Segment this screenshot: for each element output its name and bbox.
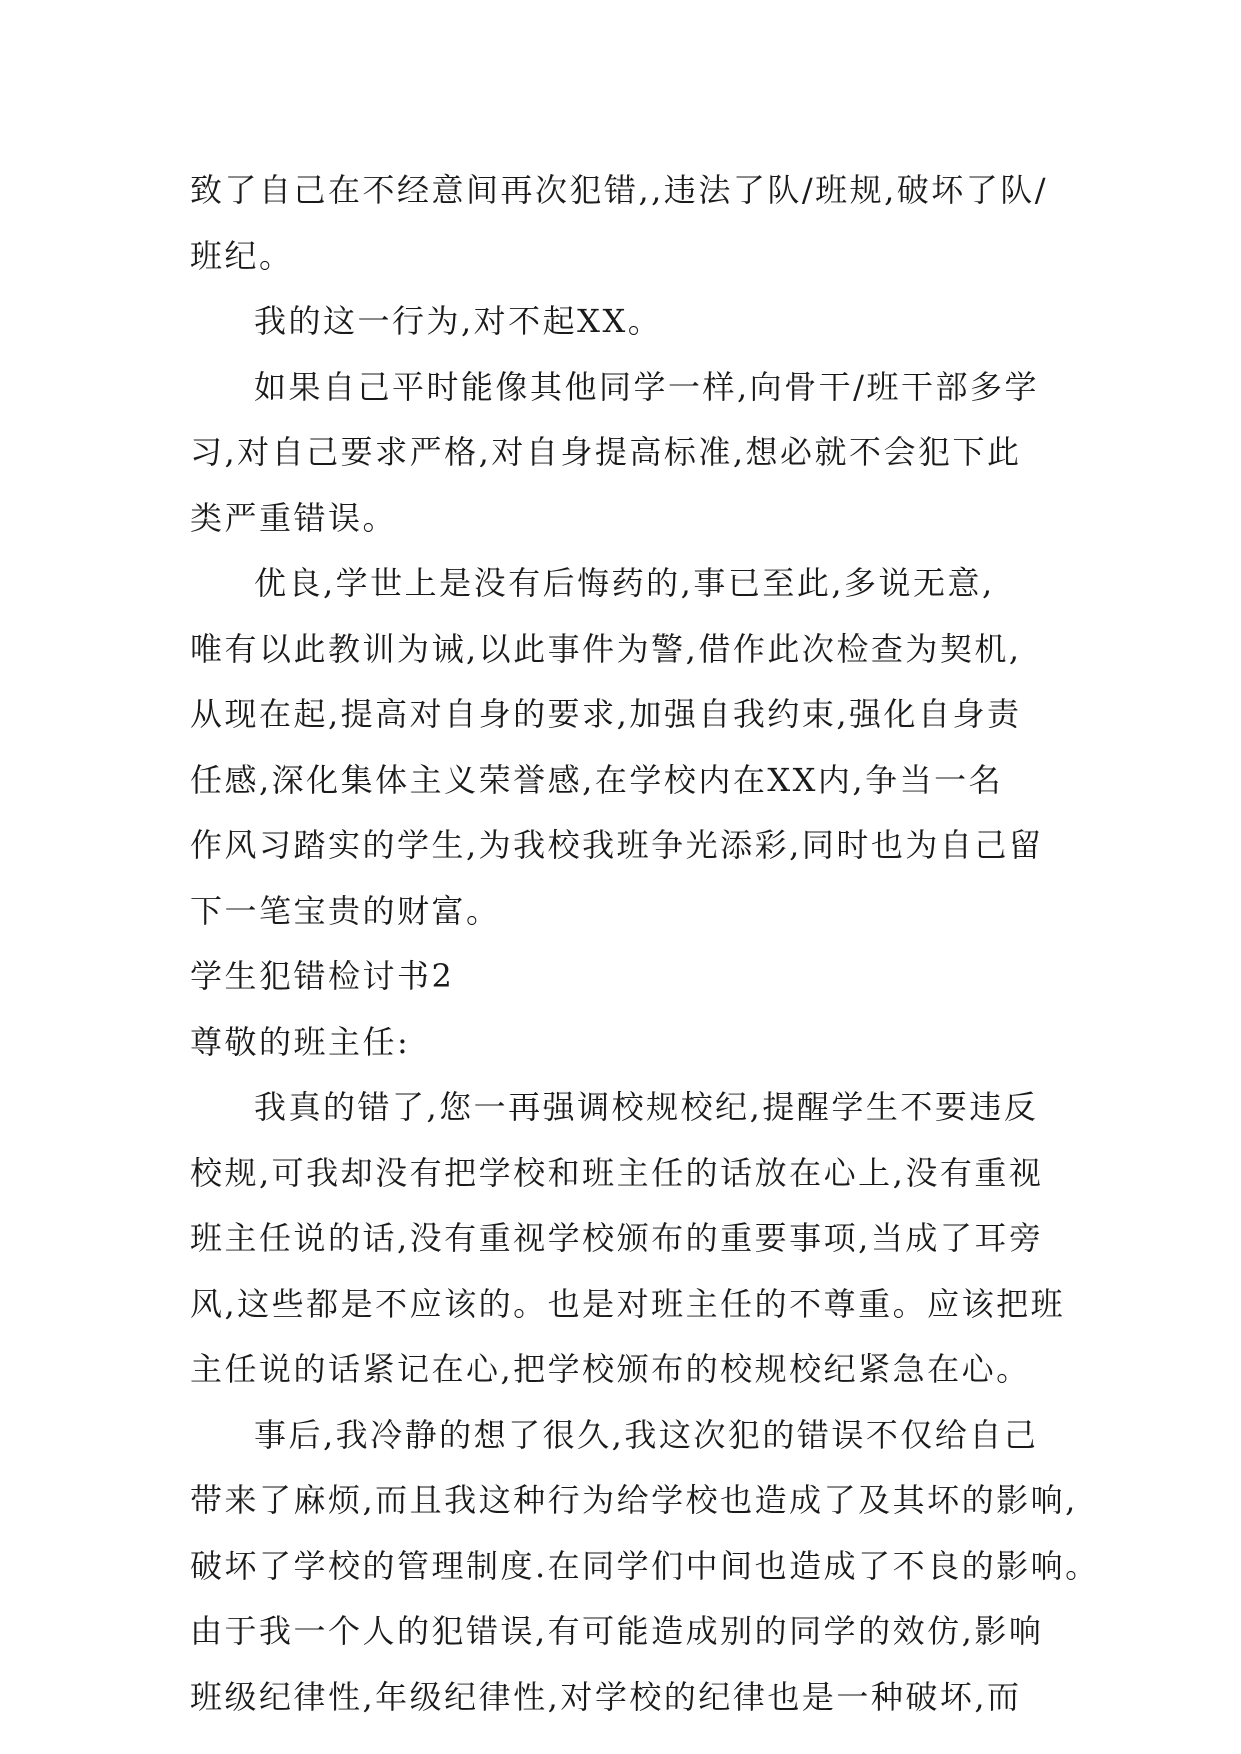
- text-line: 校规,可我却没有把学校和班主任的话放在心上,没有重视: [190, 1153, 1044, 1192]
- text-line: 班主任说的话,没有重视学校颁布的重要事项,当成了耳旁: [190, 1219, 1044, 1257]
- text-line: 事后,我冷静的想了很久,我这次犯的错误不仅给自己: [254, 1415, 1039, 1454]
- text-line: 类严重错误。: [190, 498, 398, 537]
- text-line: 班级纪律性,年级纪律性,对学校的纪律也是一种破坏,而: [190, 1677, 1022, 1716]
- document-body: [190, 158, 1100, 1730]
- text-line: 风,这些都是不应该的。也是对班主任的不尊重。应该把班: [190, 1284, 1066, 1323]
- text-line: 破坏了学校的管理制度.在同学们中间也造成了不良的影响。: [190, 1546, 1100, 1585]
- text-line: 作风习踏实的学生,为我校我班争光添彩,同时也为自己留: [190, 826, 1044, 864]
- salutation: 尊敬的班主任:: [190, 1022, 411, 1061]
- text-line: 由于我一个人的犯错误,有可能造成别的同学的效仿,影响: [190, 1612, 1044, 1650]
- text-line: 我真的错了,您一再强调校规校纪,提醒学生不要违反: [254, 1088, 1039, 1126]
- text-line: 我的这一行为,对不起XX。: [254, 302, 663, 340]
- text-line: 下一笔宝贵的财富。: [190, 891, 501, 930]
- text-line: 致了自己在不经意间再次犯错,,违法了队/班规,破坏了队/: [190, 171, 1049, 209]
- text-line: 如果自己平时能像其他同学一样,向骨干/班干部多学: [254, 367, 1039, 406]
- text-line: 班纪。: [190, 236, 294, 275]
- section-heading: 学生犯错检讨书2: [190, 957, 455, 995]
- text-line: 唯有以此教训为诫,以此事件为警,借作此次检查为契机,: [190, 629, 1022, 668]
- text-line: 习,对自己要求严格,对自身提高标准,想必就不会犯下此: [190, 433, 1022, 471]
- text-line: 从现在起,提高对自身的要求,加强自我约束,强化自身责: [190, 695, 1022, 733]
- text-line: 优良,学世上是没有后悔药的,事已至此,多说无意,: [254, 564, 995, 602]
- text-line: 带来了麻烦,而且我这种行为给学校也造成了及其坏的影响,: [190, 1481, 1078, 1519]
- text-line: 主任说的话紧记在心,把学校颁布的校规校纪紧急在心。: [190, 1350, 1031, 1388]
- text-line: 任感,深化集体主义荣誉感,在学校内在XX内,争当一名: [190, 760, 1004, 799]
